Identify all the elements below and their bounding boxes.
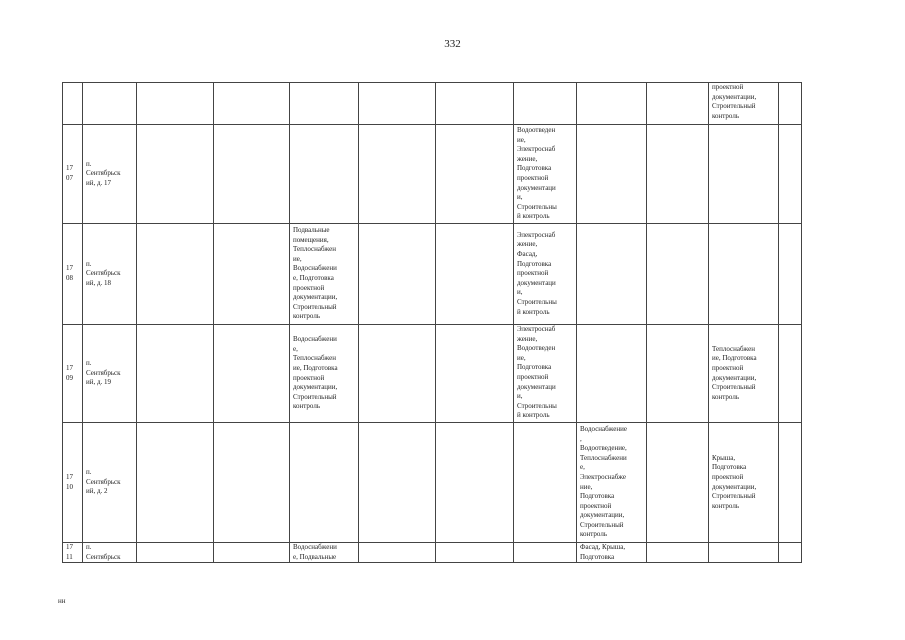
address-cell: п. Сентябрьск — [83, 543, 137, 563]
address-cell: п. Сентябрьск ий, д. 19 — [83, 325, 137, 423]
column-6-cell — [436, 83, 514, 125]
page-number: 332 — [444, 38, 461, 50]
column-7-cell — [514, 543, 577, 563]
column-8-cell — [577, 224, 647, 325]
column-6-cell — [436, 325, 514, 423]
column-4-cell: Водоснабжени е, Теплоснабжен ие, Подготовка проектной документации, Строительный контроль — [290, 325, 359, 423]
column-10-cell: проектной документации, Строительный контроль — [709, 83, 779, 125]
address-cell: п. Сентябрьск ий, д. 2 — [83, 423, 137, 543]
column-4-cell — [290, 125, 359, 224]
table-row — [63, 224, 802, 325]
row-number-cell: 17 07 — [63, 125, 83, 224]
column-3-cell — [214, 325, 290, 423]
column-10-cell: Крыша, Подготовка проектной документации, Строительный контроль — [709, 423, 779, 543]
column-6-cell — [436, 125, 514, 224]
row-number-cell — [63, 83, 83, 125]
column-5-cell — [359, 224, 436, 325]
column-9-cell — [647, 125, 709, 224]
column-4-cell: Водоснабжени е, Подвальные — [290, 543, 359, 563]
column-8-cell — [577, 325, 647, 423]
address-cell — [83, 83, 137, 125]
column-2-cell — [137, 543, 214, 563]
column-4-cell — [290, 83, 359, 125]
column-9-cell — [647, 83, 709, 125]
column-10-cell — [709, 224, 779, 325]
address-cell: п. Сентябрьск ий, д. 17 — [83, 125, 137, 224]
column-11-cell — [779, 423, 802, 543]
column-5-cell — [359, 543, 436, 563]
column-9-cell — [647, 224, 709, 325]
column-6-cell — [436, 423, 514, 543]
column-5-cell — [359, 125, 436, 224]
column-10-cell — [709, 543, 779, 563]
column-6-cell — [436, 543, 514, 563]
column-7-cell — [514, 83, 577, 125]
column-11-cell — [779, 125, 802, 224]
column-8-cell — [577, 125, 647, 224]
column-11-cell — [779, 325, 802, 423]
column-2-cell — [137, 325, 214, 423]
table-row — [63, 125, 802, 224]
column-2-cell — [137, 125, 214, 224]
row-number-cell: 17 08 — [63, 224, 83, 325]
column-2-cell — [137, 224, 214, 325]
column-10-cell — [709, 125, 779, 224]
column-3-cell — [214, 423, 290, 543]
row-number-cell: 17 10 — [63, 423, 83, 543]
row-number-cell: 17 11 — [63, 543, 83, 563]
column-2-cell — [137, 423, 214, 543]
column-11-cell — [779, 543, 802, 563]
column-10-cell: Теплоснабжен ие, Подготовка проектной документации, Строительный контроль — [709, 325, 779, 423]
column-6-cell — [436, 224, 514, 325]
column-8-cell — [577, 83, 647, 125]
row-number-cell: 17 09 — [63, 325, 83, 423]
column-8-cell: Фасад, Крыша, Подготовка — [577, 543, 647, 563]
table-row — [63, 423, 802, 543]
footer-mark: нн — [58, 597, 66, 605]
column-5-cell — [359, 83, 436, 125]
column-11-cell — [779, 224, 802, 325]
column-5-cell — [359, 325, 436, 423]
column-4-cell: Подвальные помещения, Теплоснабжен ие, Водоснабжени е, Подготовка проектной документации, Строительный контроль — [290, 224, 359, 325]
works-schedule-table — [62, 82, 802, 563]
column-9-cell — [647, 423, 709, 543]
column-9-cell — [647, 543, 709, 563]
column-3-cell — [214, 83, 290, 125]
table-row — [63, 325, 802, 423]
column-7-cell — [514, 423, 577, 543]
column-3-cell — [214, 543, 290, 563]
column-2-cell — [137, 83, 214, 125]
column-5-cell — [359, 423, 436, 543]
column-7-cell: Водоотведен ие, Электроснаб жение, Подготовка проектной документаци и, Строительны й контроль — [514, 125, 577, 224]
column-3-cell — [214, 125, 290, 224]
column-9-cell — [647, 325, 709, 423]
column-8-cell: Водоснабжение , Водоотведение, Теплоснабжени е, Электроснабже ние, Подготовка проектной документации, Строительный контроль — [577, 423, 647, 543]
address-cell: п. Сентябрьск ий, д. 18 — [83, 224, 137, 325]
table-row — [63, 543, 802, 563]
column-4-cell — [290, 423, 359, 543]
table-row — [63, 83, 802, 125]
column-7-cell: Электроснаб жение, Водоотведен ие, Подготовка проектной документаци и, Строительны й контроль — [514, 325, 577, 423]
column-3-cell — [214, 224, 290, 325]
column-11-cell — [779, 83, 802, 125]
column-7-cell: Электроснаб жение, Фасад, Подготовка проектной документаци и, Строительны й контроль — [514, 224, 577, 325]
